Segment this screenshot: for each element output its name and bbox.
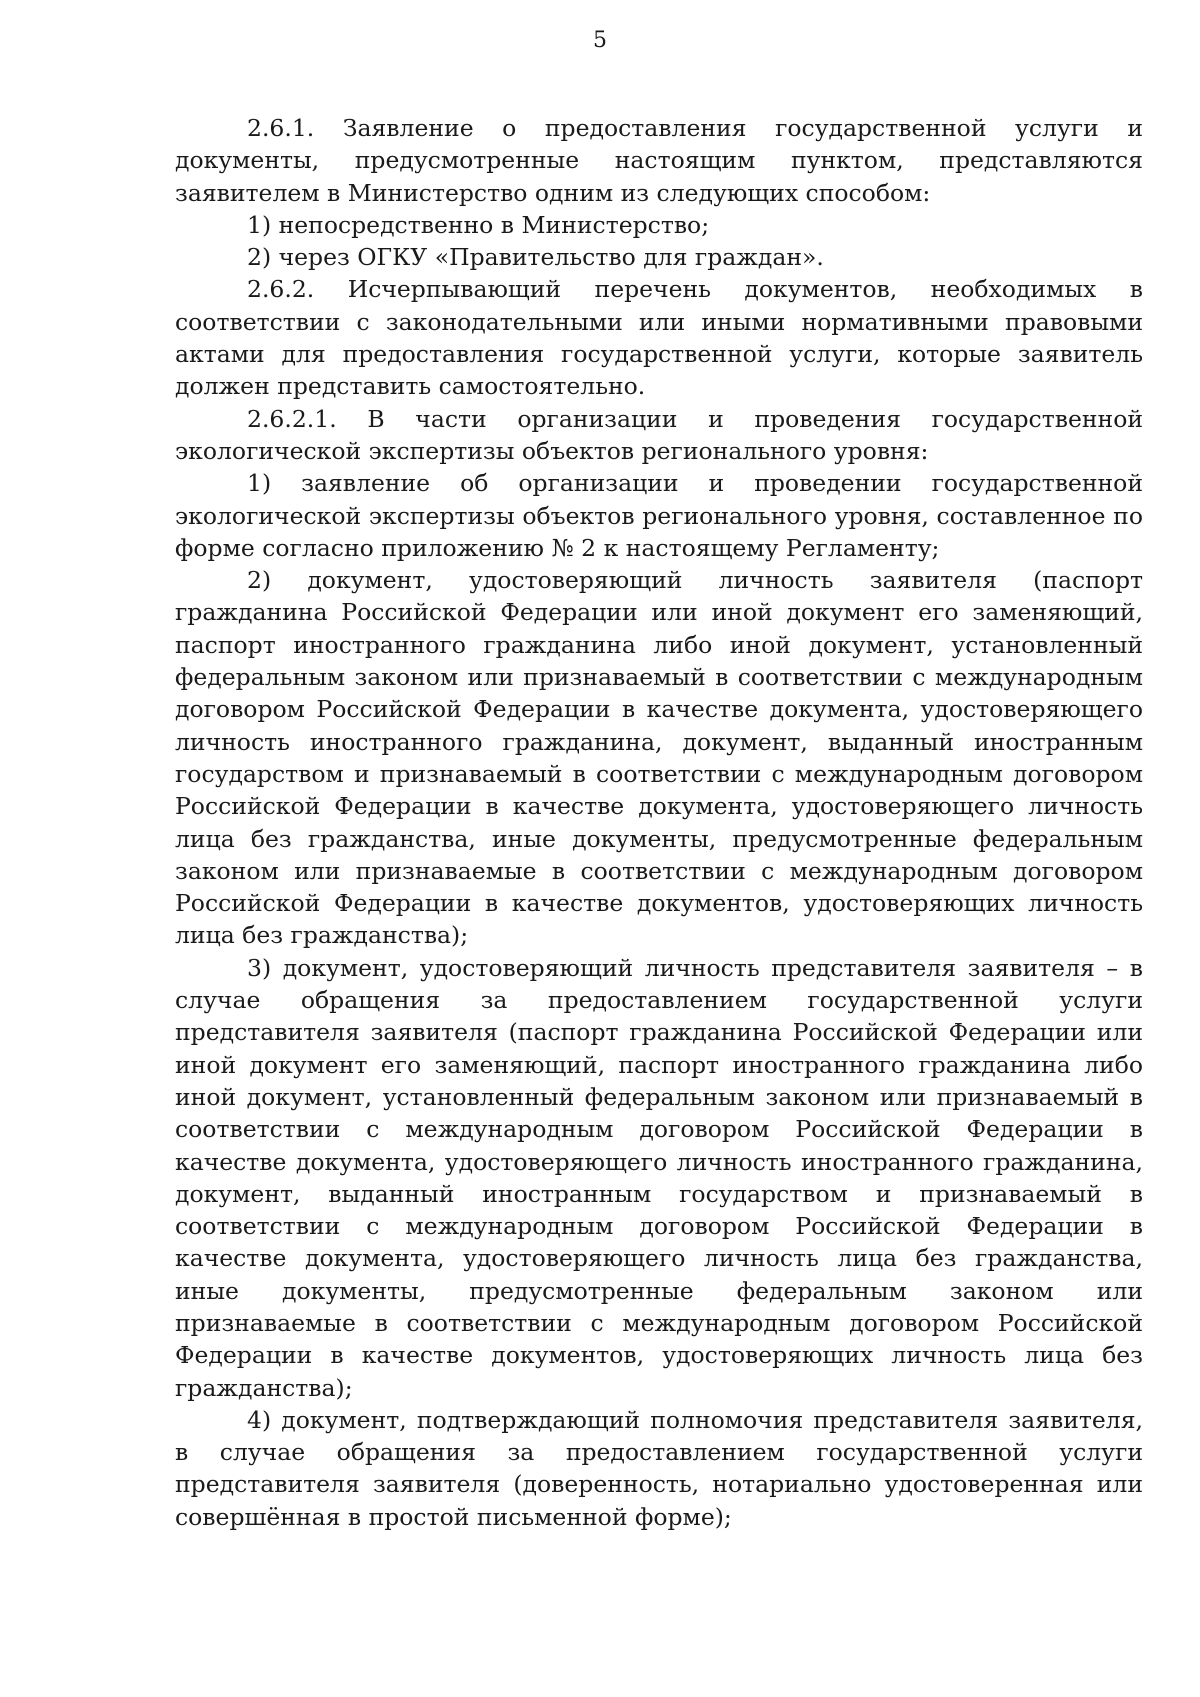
page-number: 5 [593,28,607,53]
document-body [175,112,1143,1533]
list-item-representative-authority-document: 4) документ, подтверждающий полномочия представителя заявителя, в случае обращения за предоставлением государственной услуги представителя заявителя (доверенность, нотариально удостоверенная или совершённая в простой письменной форме); [175,1405,1143,1531]
list-item-submission-ogku: 2) через ОГКУ «Правительство для граждан». [247,243,824,272]
list-item-applicant-identity-document: 2) документ, удостоверяющий личность заявителя (паспорт гражданина Российской Федерации или иной документ его заменяющий, паспорт иностранного гражданина либо иной документ, установленный федеральным законом или признаваемый в соответствии с международным договором Российской Федерации в качестве документа, удостоверяющего личность иностранного гражданина, документ, выданный иностранным государством и признаваемый в соответствии с международным договором Российской Федерации в качестве документа, удостоверяющего личность лица без гражданства, иные документы, предусмотренные федеральным законом или признаваемые в соответствии с международным договором Российской Федерации в качестве документов, удостоверяющих личность лица без гражданства); [175,566,1143,950]
paragraph-2-6-2: 2.6.2. Исчерпывающий перечень документов, необходимых в соответствии с законодательными или иными нормативными правовыми актами для предоставления государственной услуги, которые заявитель должен представить самостоятельно. [175,275,1143,401]
list-item-representative-identity-document: 3) документ, удостоверяющий личность представителя заявителя – в случае обращения за предоставлением государственной услуги представителя заявителя (паспорт гражданина Российской Федерации или иной документ его заменяющий, паспорт иностранного гражданина либо иной документ, установленный федеральным законом или признаваемый в соответствии с международным договором Российской Федерации в качестве документа, удостоверяющего личность иностранного гражданина, документ, выданный иностранным государством и признаваемый в соответствии с международным договором Российской Федерации в качестве документа, удостоверяющего личность лица без гражданства, иные документы, предусмотренные федеральным законом или признаваемые в соответствии с международным договором Российской Федерации в качестве документов, удостоверяющих личность лица без гражданства); [175,953,1143,1402]
paragraph-2-6-1: 2.6.1. Заявление о предоставления государственной услуги и документы, предусмотренные настоящим пунктом, представляются заявителем в Министерство одним из следующих способом: [175,114,1143,207]
list-item-submission-ministry: 1) непосредственно в Министерство; [247,210,710,239]
paragraph-2-6-2-1: 2.6.2.1. В части организации и проведения государственной экологической экспертизы объектов регионального уровня: [175,404,1143,465]
list-item-application: 1) заявление об организации и проведении государственной экологической экспертизы объектов регионального уровня, составленное по форме согласно приложению № 2 к настоящему Регламенту; [175,469,1143,562]
